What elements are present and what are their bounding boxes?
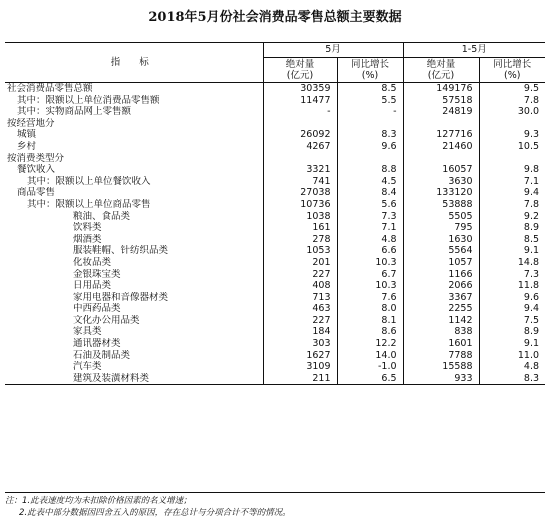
cell-m-abs: 741 xyxy=(263,176,337,188)
row-label: 金银珠宝类 xyxy=(73,268,121,280)
cell-m-abs: 227 xyxy=(263,315,337,327)
cell-m-yoy: 8.4 xyxy=(337,187,403,199)
table-row xyxy=(5,338,545,350)
row-label: 餐饮收入 xyxy=(17,164,56,176)
row-label: 汽车类 xyxy=(73,361,102,373)
cell-y-abs: 7788 xyxy=(403,350,479,362)
cell-y-yoy: 9.2 xyxy=(479,211,545,223)
cell-y-yoy: 9.4 xyxy=(479,303,545,315)
cell-m-yoy: 14.0 xyxy=(337,350,403,362)
cell-y-yoy: 7.8 xyxy=(479,95,545,107)
cell-m-yoy: 8.6 xyxy=(337,326,403,338)
cell-y-yoy: 7.1 xyxy=(479,176,545,188)
cell-y-abs: 838 xyxy=(403,326,479,338)
table-row xyxy=(5,199,545,211)
table-row xyxy=(5,141,545,153)
row-label: 化妆品类 xyxy=(73,256,112,268)
table-row xyxy=(5,280,545,292)
cell-m-abs xyxy=(263,153,337,165)
cell-m-abs: 278 xyxy=(263,234,337,246)
cell-m-abs: 26092 xyxy=(263,129,337,141)
cell-y-yoy xyxy=(479,118,545,130)
cell-y-abs xyxy=(403,118,479,130)
cell-m-abs: 303 xyxy=(263,338,337,350)
cell-y-yoy: 4.8 xyxy=(479,361,545,373)
retail-sales-table xyxy=(5,42,545,385)
abs-label: 绝对量 xyxy=(285,59,315,70)
cell-y-yoy: 9.4 xyxy=(479,187,545,199)
cell-m-yoy: 10.3 xyxy=(337,280,403,292)
cell-m-abs: - xyxy=(263,106,337,118)
cell-m-abs: 1038 xyxy=(263,211,337,223)
cell-m-yoy: 7.6 xyxy=(337,292,403,304)
row-label: 其中：实物商品网上零售额 xyxy=(17,106,132,118)
row-label: 家用电器和音像器材类 xyxy=(73,291,169,303)
cell-m-abs: 30359 xyxy=(263,83,337,95)
cell-m-abs: 3321 xyxy=(263,164,337,176)
yoy-label: 同比增长 xyxy=(493,59,532,70)
table-row xyxy=(5,222,545,234)
month-abs-header xyxy=(263,58,337,83)
cell-y-abs: 53888 xyxy=(403,199,479,211)
cell-y-yoy: 10.5 xyxy=(479,141,545,153)
cell-y-abs: 3367 xyxy=(403,292,479,304)
cell-m-yoy: 5.6 xyxy=(337,199,403,211)
indicator-header: 指 标 xyxy=(5,43,263,83)
row-label: 城镇 xyxy=(17,129,37,141)
row-label: 烟酒类 xyxy=(73,233,102,245)
cell-y-yoy: 11.8 xyxy=(479,280,545,292)
cell-y-yoy: 9.1 xyxy=(479,338,545,350)
abs-unit: (亿元) xyxy=(286,70,314,81)
table-row xyxy=(5,187,545,199)
ytd-yoy-header xyxy=(479,58,545,83)
row-label: 通讯器材类 xyxy=(73,338,121,350)
cell-m-yoy: 5.5 xyxy=(337,95,403,107)
cell-y-yoy: 9.8 xyxy=(479,164,545,176)
cell-y-abs: 2255 xyxy=(403,303,479,315)
yoy-unit: (%) xyxy=(504,70,521,81)
row-label: 石油及制品类 xyxy=(73,349,131,361)
cell-y-abs: 795 xyxy=(403,222,479,234)
cell-y-abs: 16057 xyxy=(403,164,479,176)
cell-y-abs: 1166 xyxy=(403,269,479,281)
table-row xyxy=(5,211,545,223)
row-label: 中西药品类 xyxy=(73,303,121,315)
table-row xyxy=(5,83,545,95)
cell-y-abs: 5564 xyxy=(403,245,479,257)
cell-m-abs xyxy=(263,118,337,130)
cell-y-abs: 149176 xyxy=(403,83,479,95)
cell-y-yoy: 8.3 xyxy=(479,373,545,385)
row-label: 按经营地分 xyxy=(7,117,55,129)
yoy-label: 同比增长 xyxy=(351,59,390,70)
ytd-abs-header xyxy=(403,58,479,83)
cell-m-abs: 161 xyxy=(263,222,337,234)
row-label: 商品零售 xyxy=(17,187,56,199)
cell-y-yoy: 30.0 xyxy=(479,106,545,118)
cell-y-yoy: 9.5 xyxy=(479,83,545,95)
table-row xyxy=(5,257,545,269)
cell-y-abs: 133120 xyxy=(403,187,479,199)
table-row xyxy=(5,373,545,385)
ytd-group-header: 1-5月 xyxy=(403,43,545,58)
cell-y-abs: 24819 xyxy=(403,106,479,118)
table-row xyxy=(5,118,545,130)
cell-y-abs: 15588 xyxy=(403,361,479,373)
cell-y-abs: 933 xyxy=(403,373,479,385)
cell-m-yoy: 6.5 xyxy=(337,373,403,385)
cell-m-yoy: 7.1 xyxy=(337,222,403,234)
table-row xyxy=(5,95,545,107)
table-row xyxy=(5,315,545,327)
cell-m-yoy: 8.0 xyxy=(337,303,403,315)
cell-m-abs: 227 xyxy=(263,269,337,281)
cell-y-abs: 1601 xyxy=(403,338,479,350)
cell-m-abs: 201 xyxy=(263,257,337,269)
table-row xyxy=(5,245,545,257)
cell-m-abs: 4267 xyxy=(263,141,337,153)
cell-y-yoy: 8.9 xyxy=(479,222,545,234)
footnote-2: 2.此表中部分数据因四舍五入的原因，存在总计与分项合计不等的情况。 xyxy=(19,508,291,518)
cell-m-yoy: 7.3 xyxy=(337,211,403,223)
table-row xyxy=(5,153,545,165)
cell-y-abs: 3630 xyxy=(403,176,479,188)
cell-m-yoy: 8.8 xyxy=(337,164,403,176)
row-label: 社会消费品零售总额 xyxy=(7,83,93,94)
cell-m-yoy xyxy=(337,153,403,165)
row-label: 饮料类 xyxy=(73,222,102,234)
cell-m-abs: 463 xyxy=(263,303,337,315)
cell-y-yoy: 7.5 xyxy=(479,315,545,327)
table-row xyxy=(5,106,545,118)
cell-y-yoy: 8.9 xyxy=(479,326,545,338)
cell-m-abs: 10736 xyxy=(263,199,337,211)
cell-m-yoy: 9.6 xyxy=(337,141,403,153)
row-label: 文化办公用品类 xyxy=(73,314,140,326)
month-yoy-header xyxy=(337,58,403,83)
cell-y-yoy: 11.0 xyxy=(479,350,545,362)
cell-m-yoy: 10.3 xyxy=(337,257,403,269)
cell-m-abs: 211 xyxy=(263,373,337,385)
cell-m-yoy xyxy=(337,118,403,130)
cell-m-yoy: 8.3 xyxy=(337,129,403,141)
cell-m-yoy: - xyxy=(337,106,403,118)
cell-y-abs: 1057 xyxy=(403,257,479,269)
cell-m-yoy: 6.6 xyxy=(337,245,403,257)
cell-y-abs: 5505 xyxy=(403,211,479,223)
cell-m-yoy: 8.5 xyxy=(337,83,403,95)
table-row xyxy=(5,234,545,246)
cell-m-yoy: 8.1 xyxy=(337,315,403,327)
abs-label: 绝对量 xyxy=(426,59,456,70)
cell-y-abs: 21460 xyxy=(403,141,479,153)
table-row xyxy=(5,361,545,373)
cell-m-yoy: 6.7 xyxy=(337,269,403,281)
footnote-1: 注：1.此表速度均为未扣除价格因素的名义增速； xyxy=(5,496,192,506)
cell-y-abs: 1630 xyxy=(403,234,479,246)
cell-m-abs: 713 xyxy=(263,292,337,304)
table-body xyxy=(5,83,545,385)
cell-y-abs: 127716 xyxy=(403,129,479,141)
abs-unit: (亿元) xyxy=(427,70,455,81)
cell-m-abs: 1627 xyxy=(263,350,337,362)
row-label: 粮油、食品类 xyxy=(73,210,131,222)
table-row xyxy=(5,350,545,362)
cell-m-abs: 11477 xyxy=(263,95,337,107)
table-row xyxy=(5,303,545,315)
page-title: 2018年5月份社会消费品零售总额主要数据 xyxy=(148,10,402,25)
table-row xyxy=(5,164,545,176)
row-label: 其中：限额以上单位餐饮收入 xyxy=(27,175,151,187)
cell-y-yoy: 14.8 xyxy=(479,257,545,269)
row-label: 服装鞋帽、针纺织品类 xyxy=(73,245,169,257)
row-label: 日用品类 xyxy=(73,280,112,292)
cell-y-abs: 57518 xyxy=(403,95,479,107)
row-label: 其中：限额以上单位消费品零售额 xyxy=(17,94,160,106)
cell-m-abs: 27038 xyxy=(263,187,337,199)
cell-y-abs: 1142 xyxy=(403,315,479,327)
cell-y-yoy: 7.3 xyxy=(479,269,545,281)
cell-m-yoy: 4.8 xyxy=(337,234,403,246)
row-label: 家具类 xyxy=(73,326,102,338)
table-row xyxy=(5,176,545,188)
table-row xyxy=(5,129,545,141)
cell-m-yoy: 4.5 xyxy=(337,176,403,188)
cell-m-abs: 408 xyxy=(263,280,337,292)
cell-m-yoy: 12.2 xyxy=(337,338,403,350)
cell-y-abs xyxy=(403,153,479,165)
row-label: 按消费类型分 xyxy=(7,152,65,164)
footnotes xyxy=(5,492,545,519)
cell-y-yoy: 7.8 xyxy=(479,199,545,211)
cell-y-yoy: 9.3 xyxy=(479,129,545,141)
cell-m-yoy: -1.0 xyxy=(337,361,403,373)
table-row xyxy=(5,326,545,338)
row-label: 建筑及装潢材料类 xyxy=(5,373,263,385)
table-row xyxy=(5,292,545,304)
cell-m-abs: 3109 xyxy=(263,361,337,373)
cell-y-abs: 2066 xyxy=(403,280,479,292)
cell-y-yoy xyxy=(479,153,545,165)
cell-m-abs: 1053 xyxy=(263,245,337,257)
cell-y-yoy: 9.6 xyxy=(479,292,545,304)
row-label: 其中：限额以上单位商品零售 xyxy=(27,198,151,210)
table-row xyxy=(5,269,545,281)
cell-y-yoy: 9.1 xyxy=(479,245,545,257)
cell-y-yoy: 8.5 xyxy=(479,234,545,246)
month-group-header: 5月 xyxy=(263,43,403,58)
cell-m-abs: 184 xyxy=(263,326,337,338)
yoy-unit: (%) xyxy=(361,70,379,81)
row-label: 乡村 xyxy=(17,140,37,152)
